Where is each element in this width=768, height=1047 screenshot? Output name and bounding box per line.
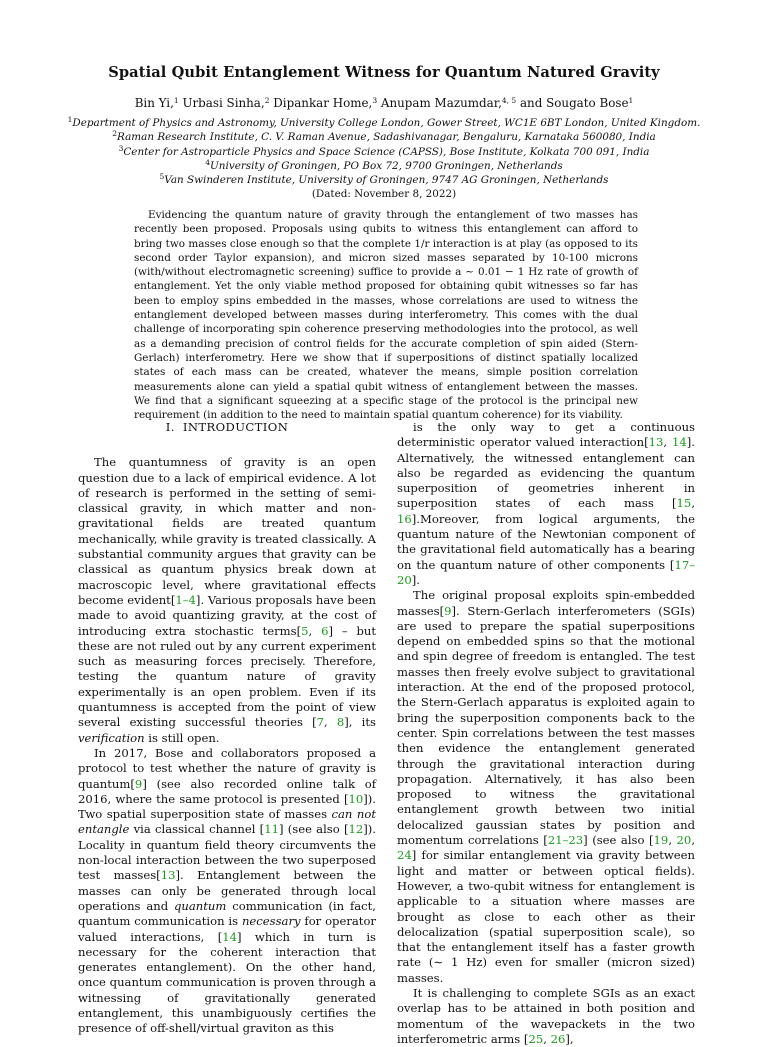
citation-link[interactable]: 11 xyxy=(264,822,279,837)
left-paragraphs xyxy=(78,455,376,1036)
citation-link[interactable]: 26 xyxy=(550,1031,566,1046)
emphasis: verification xyxy=(78,730,145,745)
citation-link[interactable]: 19 xyxy=(653,833,669,848)
emphasis: quantum xyxy=(173,898,227,913)
emphasis: necessary xyxy=(241,914,301,929)
citation-link[interactable]: 14 xyxy=(222,929,238,944)
citation-link[interactable]: 15 xyxy=(676,496,692,511)
author: Anupam Mazumdar,$^{4, 5}$ xyxy=(380,96,517,110)
citation-link[interactable]: 25 xyxy=(528,1031,544,1046)
paragraph: The quantumness of gravity is an open question due to a lack of empirical evidence. A lot of research is performed in the setting of semi-classical gravity, in which matter and non-gravitational fields are treated quantum mechanically, while gravity is treated classically. A substantial community argues that gravity can be classical as quantum physics break down at macroscopic level, where gravitational effects become evident[1–4]. Various proposals have been made to avoid quantizing gravity, at the cost of introducing extra stochastic terms[5, 6] – but these are not ruled out by any current experiment such as measuring forces precisely. Therefore, testing the quantum nature of gravity experimentally is an open problem. Even if its quantumness is accepted from the point of view several existing successful theories [7, 8], its verification is still open. xyxy=(78,455,377,745)
citation-link[interactable]: 8 xyxy=(336,715,345,730)
citation-link[interactable]: 21–23 xyxy=(547,833,584,848)
affiliation: $^2$Raman Research Institute, C. V. Raman Avenue, Sadashivanagar, Bengaluru, Karnataka 560080, India xyxy=(112,129,656,144)
citation-link[interactable]: 16 xyxy=(397,511,412,526)
dated-line: (Dated: November 8, 2022) xyxy=(311,188,457,201)
affiliation: $^3$Center for Astroparticle Physics and Space Science (CAPSS), Bose Institute, Kolkata 700 091, India xyxy=(118,143,650,158)
author: Urbasi Sinha,$^2$ xyxy=(182,96,270,110)
author: Bin Yi,$^1$ xyxy=(134,96,179,110)
citation-link[interactable]: 1–4 xyxy=(175,592,196,607)
affiliation: $^4$University of Groningen, PO Box 72, 9700 Groningen, Netherlands xyxy=(205,157,563,172)
author-list xyxy=(0,96,768,110)
citation-link[interactable]: 13 xyxy=(160,868,176,883)
emphasis: can not entangle xyxy=(78,807,376,837)
citation-link[interactable]: 5 xyxy=(301,623,309,638)
paragraph: The original proposal exploits spin-embedded masses[9]. Stern-Gerlach interferometers (SGIs) are used to prepare the spatial superpositions depend on embedded spins so that the motional and spin degree of freedom is entangled. The test masses then freely evolve subject to gravitational interaction. At the end of the proposed protocol, the Stern-Gerlach apparatus is exploited again to bring the superposition components back to the center. Spin correlations between the test masses then evidence the entanglement generated through the gravitational interaction during propagation. Alternatively, it has also been proposed to witness the gravitational entanglement growth between two initial delocalized gaussian states by position and momentum correlations [21–23] (see also [19, 20, 24] for similar entanglement via gravity between light and matter or between optical fields). However, a two-qubit witness for entanglement is applicable to a situation where masses are brought as close to each other as their delocalization (spatial superposition scale), so that the entanglement itself has a faster growth rate (∼ 1 Hz) even for smaller (micron sized) masses. xyxy=(397,588,695,985)
affiliation-list xyxy=(0,116,768,202)
section-heading: I. INTRODUCTION xyxy=(165,420,289,434)
citation-link[interactable]: 9 xyxy=(134,776,143,791)
citation-link[interactable]: 7 xyxy=(316,715,325,730)
citation-link[interactable]: 9 xyxy=(444,603,452,618)
paper-title: Spatial Qubit Entanglement Witness for Quantum Natured Gravity xyxy=(108,64,660,81)
right-paragraphs xyxy=(397,420,695,1047)
citation-link[interactable]: 12 xyxy=(348,822,364,837)
paragraph: is the only way to get a continuous deterministic operator valued interaction[13, 14]. Alternatively, the witnessed entanglement can also be regarded as evidencing the quantum superposition of geometries inherent in superposition states of each mass [15, 16].Moreover, from logical arguments, the quantum nature of the Newtonian component of the gravitational field automatically has a bearing on the quantum nature of other components [17–20]. xyxy=(397,420,695,587)
paragraph: In 2017, Bose and collaborators proposed a protocol to test whether the nature of gravity is quantum[9] (see also recorded online talk of 2016, where the same protocol is presented [10]). Two spatial superposition state of masses can not entangle via classical channel [11] (see also [12]). Locality in quantum field theory circumvents the non-local interaction between the two superposed test masses[13]. Entanglement between the masses can only be generated through local operations and quantum communication (in fact, quantum communication is necessary for operator valued interactions, [14] which in turn is necessary for the coherent interaction that generates entanglement). On the other hand, once quantum communication is proven through a witnessing of gravitationally generated entanglement, this unambiguously certifies the presence of off-shell/virtual graviton as this xyxy=(78,745,376,1036)
paragraph: It is challenging to complete SGIs as an exact overlap has to be attained in both position and momentum of the wavepackets in the two interferometric arms [25, 26], xyxy=(397,985,695,1046)
author: and Sougato Bose$^1$ xyxy=(519,96,634,110)
citation-link[interactable]: 24 xyxy=(397,848,412,863)
citation-link[interactable]: 14 xyxy=(672,435,687,450)
citation-link[interactable]: 20 xyxy=(676,833,692,848)
citation-link[interactable]: 10 xyxy=(348,791,364,806)
abstract: Evidencing the quantum nature of gravity through the entanglement of two masses has recently been proposed. Proposals using qubits to witness this entanglement can afford to bring two masses close enough so that the complete 1/r interaction is at play (as opposed to its second order Taylor expansion), and micron sized masses separated by 10-100 microns (with/without electromagnetic screening) suffice to provide a ∼ 0.01 − 1 Hz rate of growth of entanglement. Yet the only viable method proposed for obtaining qubit witnesses so far has been to employ spins embedded in the masses, whose correlations are used to witness the entanglement developed between masses during interferometry. This comes with the dual challenge of incorporating spin coherence preserving methodologies into the protocol, as well as a demanding precision of control fields for the accurate completion of spin aided (Stern-Gerlach) interferometry. Here we show that if superpositions of distinct spatially localized states of each mass can be created, whatever the means, simple position correlation measurements alone can yield a spatial qubit witness of entanglement between the masses. We find that a significant squeezing at a specific stage of the protocol is the principal new requirement (in addition to the need to maintain spatial quantum coherence) for its viability. xyxy=(134,209,638,422)
affiliation: $^5$Van Swinderen Institute, University of Groningen, 9747 AG Groningen, Netherlands xyxy=(159,172,609,187)
citation-link[interactable]: 13 xyxy=(648,435,664,450)
right-column xyxy=(397,420,695,1047)
affiliation: $^1$Department of Physics and Astronomy, University College London, Gower Street, WC1E 6BT London, United Kingdom. xyxy=(67,115,701,129)
citation-link[interactable]: 6 xyxy=(321,623,329,638)
left-column xyxy=(78,420,376,1037)
author: Dipankar Home,$^3$ xyxy=(273,96,378,110)
citation-link[interactable]: 17–20 xyxy=(397,557,695,587)
